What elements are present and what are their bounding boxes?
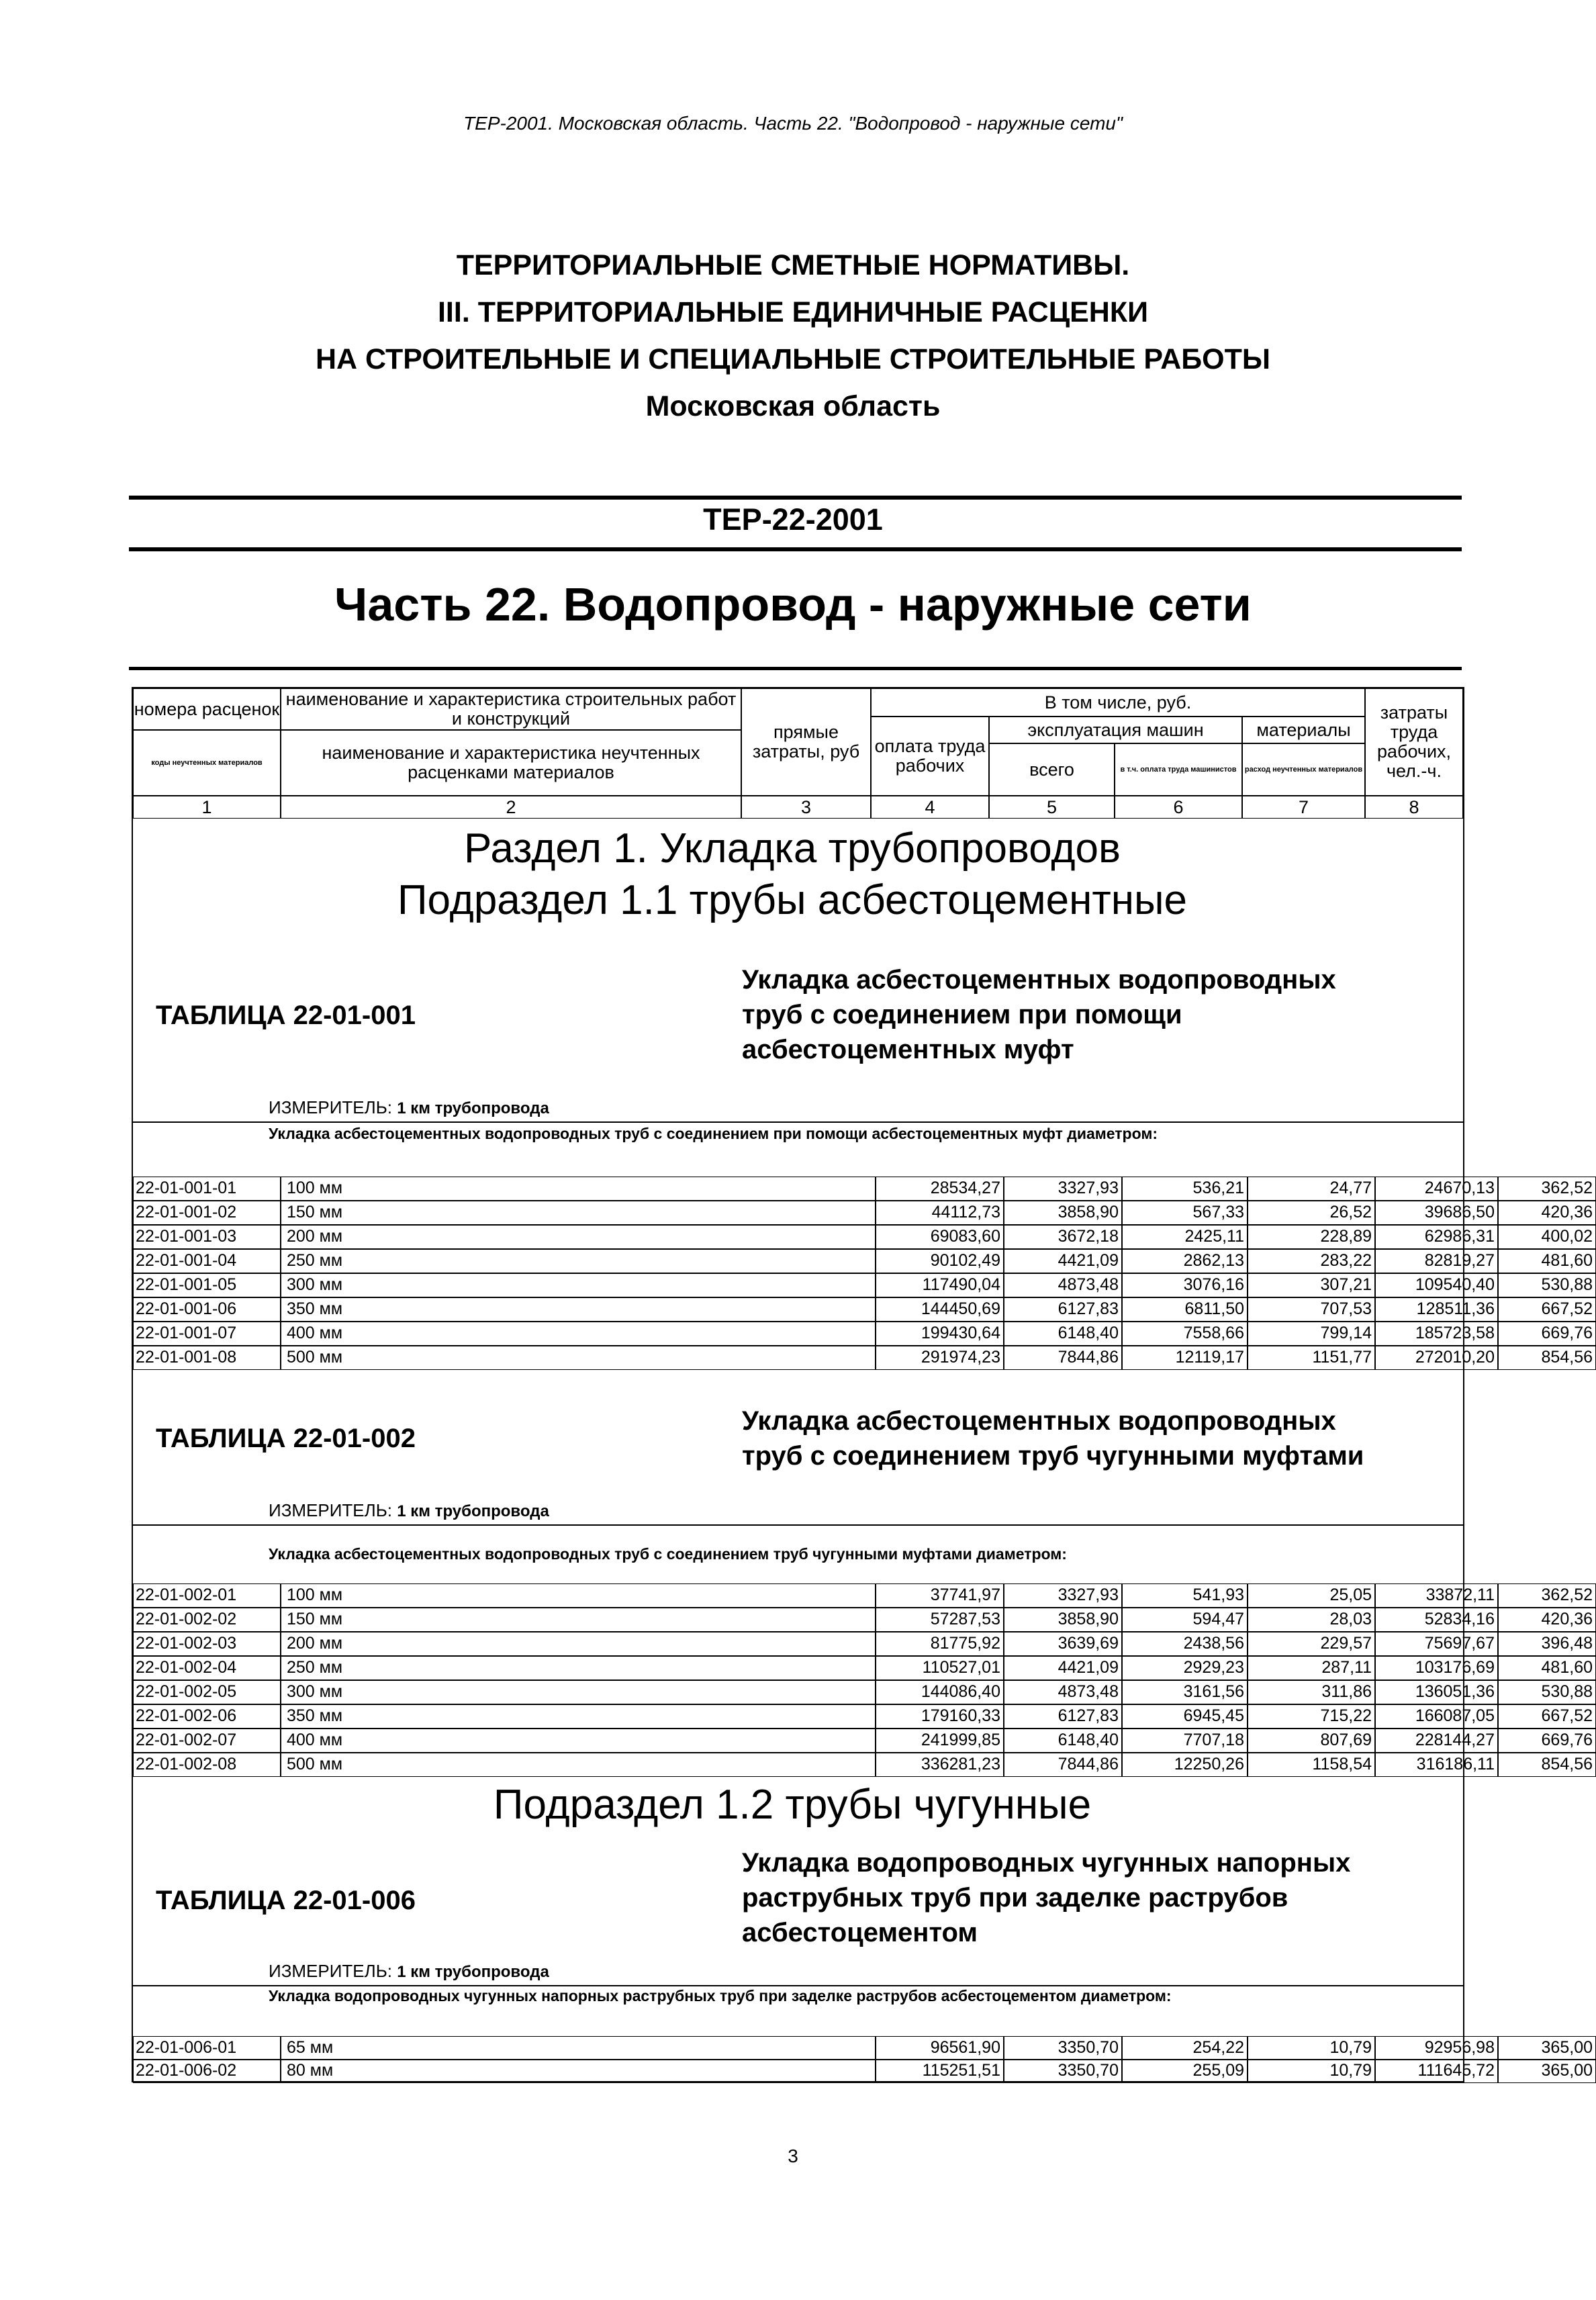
divider — [133, 1121, 1463, 1123]
labor-hours: 854,56 — [1498, 1753, 1596, 1777]
materials-cost: 128511,36 — [1375, 1297, 1498, 1322]
materials-cost: 39686,50 — [1375, 1201, 1498, 1225]
direct-cost: 37741,97 — [876, 1583, 1004, 1608]
direct-cost: 110527,01 — [876, 1656, 1004, 1680]
labor-pay: 3327,93 — [1004, 1177, 1122, 1201]
labor-hours: 530,88 — [1498, 1273, 1596, 1297]
page-number: 3 — [788, 2146, 798, 2166]
title-line-2: III. ТЕРРИТОРИАЛЬНЫЕ ЕДИНИЧНЫЕ РАСЦЕНКИ — [437, 296, 1148, 328]
machinist-pay: 287,11 — [1248, 1656, 1375, 1680]
machinist-pay: 311,86 — [1248, 1680, 1375, 1704]
table-title — [742, 1404, 1364, 1473]
labor-pay: 3327,93 — [1004, 1583, 1122, 1608]
direct-cost: 199430,64 — [876, 1322, 1004, 1346]
rate-code: 22-01-002-01 — [133, 1583, 281, 1608]
subsection-heading: Подраздел 1.1 трубы асбестоцементные — [397, 877, 1188, 923]
table-label: ТАБЛИЦА 22-01-001 — [156, 1001, 416, 1030]
rate-code: 22-01-002-06 — [133, 1704, 281, 1729]
direct-cost: 115251,51 — [876, 2059, 1004, 2083]
materials-cost: 185723,58 — [1375, 1322, 1498, 1346]
table-title-line: Укладка асбестоцементных водопроводных — [742, 1406, 1336, 1436]
rate-name: 400 мм — [281, 1322, 876, 1346]
machines-total: 3161,56 — [1122, 1680, 1248, 1704]
group-title: Укладка асбестоцементных водопроводных труб с соединением труб чугунными муфтами диаметром: — [269, 1545, 1067, 1563]
machines-total: 6945,45 — [1122, 1704, 1248, 1729]
direct-cost: 90102,49 — [876, 1249, 1004, 1273]
machines-total: 2862,13 — [1122, 1249, 1248, 1273]
part-title: Часть 22. Водопровод - наружные сети — [334, 578, 1252, 631]
direct-cost: 57287,53 — [876, 1608, 1004, 1632]
materials-cost: 92956,98 — [1375, 2036, 1498, 2060]
labor-hours: 669,76 — [1498, 1322, 1596, 1346]
labor-pay: 3858,90 — [1004, 1201, 1122, 1225]
rate-name: 80 мм — [281, 2059, 876, 2083]
direct-cost: 44112,73 — [876, 1201, 1004, 1225]
machinist-pay: 799,14 — [1248, 1322, 1375, 1346]
machines-total: 567,33 — [1122, 1201, 1248, 1225]
column-number: 8 — [1365, 796, 1463, 819]
machinist-pay: 24,77 — [1248, 1177, 1375, 1201]
direct-cost: 179160,33 — [876, 1704, 1004, 1729]
labor-hours: 854,56 — [1498, 1346, 1596, 1370]
measure-unit — [269, 1500, 549, 1521]
measure-value: 1 км трубопровода — [397, 1502, 549, 1520]
divider — [129, 496, 1462, 500]
direct-cost: 144450,69 — [876, 1297, 1004, 1322]
labor-hours: 481,60 — [1498, 1656, 1596, 1680]
rate-name: 250 мм — [281, 1249, 876, 1273]
header-col1-top: номера расценок — [133, 688, 281, 730]
labor-pay: 3858,90 — [1004, 1608, 1122, 1632]
column-number: 7 — [1242, 796, 1365, 819]
materials-cost: 33872,11 — [1375, 1583, 1498, 1608]
table-title — [742, 962, 1336, 1067]
machines-total: 2425,11 — [1122, 1225, 1248, 1249]
rate-code: 22-01-001-03 — [133, 1225, 281, 1249]
table-label: ТАБЛИЦА 22-01-002 — [156, 1424, 416, 1453]
rate-code: 22-01-001-04 — [133, 1249, 281, 1273]
rate-name: 65 мм — [281, 2036, 876, 2060]
machines-total: 12119,17 — [1122, 1346, 1248, 1370]
rate-name: 400 мм — [281, 1729, 876, 1753]
header-col1-bottom: коды неучтенных материалов — [133, 730, 281, 796]
header-col2-top: наименование и характеристика строительных работ и конструкций — [281, 688, 741, 730]
direct-cost: 69083,60 — [876, 1225, 1004, 1249]
labor-hours: 396,48 — [1498, 1632, 1596, 1656]
direct-cost: 28534,27 — [876, 1177, 1004, 1201]
direct-cost: 241999,85 — [876, 1729, 1004, 1753]
rate-name: 350 мм — [281, 1704, 876, 1729]
labor-hours: 669,76 — [1498, 1729, 1596, 1753]
rate-name: 100 мм — [281, 1177, 876, 1201]
labor-hours: 420,36 — [1498, 1608, 1596, 1632]
materials-cost: 166087,05 — [1375, 1704, 1498, 1729]
labor-pay: 3672,18 — [1004, 1225, 1122, 1249]
header-machines: эксплуатация машин — [989, 717, 1242, 743]
document-title — [0, 242, 1586, 430]
machinist-pay: 10,79 — [1248, 2036, 1375, 2060]
header-col7: расход неучтенных материалов — [1242, 743, 1365, 796]
machines-total: 255,09 — [1122, 2059, 1248, 2083]
measure-label: ИЗМЕРИТЕЛЬ: — [269, 1500, 392, 1520]
measure-value: 1 км трубопровода — [397, 1099, 549, 1117]
rate-name: 500 мм — [281, 1346, 876, 1370]
labor-pay: 6127,83 — [1004, 1704, 1122, 1729]
labor-hours: 365,00 — [1498, 2036, 1596, 2060]
rate-code: 22-01-006-02 — [133, 2059, 281, 2083]
labor-hours: 667,52 — [1498, 1704, 1596, 1729]
labor-pay: 4421,09 — [1004, 1249, 1122, 1273]
title-line-1: ТЕРРИТОРИАЛЬНЫЕ СМЕТНЫЕ НОРМАТИВЫ. — [456, 249, 1130, 281]
machines-total: 6811,50 — [1122, 1297, 1248, 1322]
materials-cost: 109540,40 — [1375, 1273, 1498, 1297]
group-title: Укладка асбестоцементных водопроводных труб с соединением при помощи асбестоцементных муфт диаметром: — [269, 1125, 1158, 1142]
column-number: 1 — [133, 796, 281, 819]
materials-cost: 228144,27 — [1375, 1729, 1498, 1753]
labor-pay: 4873,48 — [1004, 1680, 1122, 1704]
rate-name: 250 мм — [281, 1656, 876, 1680]
materials-cost: 75697,67 — [1375, 1632, 1498, 1656]
rate-code: 22-01-001-05 — [133, 1273, 281, 1297]
rate-name: 100 мм — [281, 1583, 876, 1608]
rate-name: 200 мм — [281, 1632, 876, 1656]
header-materials: материалы — [1242, 717, 1365, 743]
labor-pay: 4873,48 — [1004, 1273, 1122, 1297]
machines-total: 536,21 — [1122, 1177, 1248, 1201]
header-col8: затраты труда рабочих, чел.-ч. — [1365, 688, 1463, 796]
direct-cost: 96561,90 — [876, 2036, 1004, 2060]
machines-total: 7558,66 — [1122, 1322, 1248, 1346]
materials-cost: 103176,69 — [1375, 1656, 1498, 1680]
machinist-pay: 26,52 — [1248, 1201, 1375, 1225]
labor-hours: 400,02 — [1498, 1225, 1596, 1249]
section-heading: Раздел 1. Укладка трубопроводов — [464, 825, 1121, 872]
rate-code: 22-01-002-05 — [133, 1680, 281, 1704]
materials-cost: 111645,72 — [1375, 2059, 1498, 2083]
rate-name: 150 мм — [281, 1201, 876, 1225]
direct-cost: 291974,23 — [876, 1346, 1004, 1370]
table-title-line: Укладка водопроводных чугунных напорных — [742, 1848, 1351, 1878]
column-number: 3 — [741, 796, 871, 819]
machines-total: 12250,26 — [1122, 1753, 1248, 1777]
labor-hours: 362,52 — [1498, 1177, 1596, 1201]
materials-cost: 52834,16 — [1375, 1608, 1498, 1632]
rate-name: 350 мм — [281, 1297, 876, 1322]
labor-hours: 667,52 — [1498, 1297, 1596, 1322]
measure-label: ИЗМЕРИТЕЛЬ: — [269, 1097, 392, 1117]
labor-hours: 365,00 — [1498, 2059, 1596, 2083]
column-number: 5 — [989, 796, 1115, 819]
labor-pay: 4421,09 — [1004, 1656, 1122, 1680]
materials-cost: 316186,11 — [1375, 1753, 1498, 1777]
labor-hours: 481,60 — [1498, 1249, 1596, 1273]
labor-pay: 3639,69 — [1004, 1632, 1122, 1656]
rate-code: 22-01-001-08 — [133, 1346, 281, 1370]
machines-total: 3076,16 — [1122, 1273, 1248, 1297]
rate-code: 22-01-002-04 — [133, 1656, 281, 1680]
table-title-line: асбестоцементом — [742, 1918, 978, 1947]
machinist-pay: 229,57 — [1248, 1632, 1375, 1656]
labor-hours: 362,52 — [1498, 1583, 1596, 1608]
table-label: ТАБЛИЦА 22-01-006 — [156, 1886, 416, 1915]
header-col6: в т.ч. оплата труда машинистов — [1115, 743, 1242, 796]
rate-code: 22-01-002-08 — [133, 1753, 281, 1777]
rate-name: 150 мм — [281, 1608, 876, 1632]
title-line-3: НА СТРОИТЕЛЬНЫЕ И СПЕЦИАЛЬНЫЕ СТРОИТЕЛЬНЫЕ РАБОТЫ — [315, 343, 1270, 375]
machinist-pay: 1151,77 — [1248, 1346, 1375, 1370]
table-title — [742, 1845, 1350, 1950]
rate-code: 22-01-002-07 — [133, 1729, 281, 1753]
subsection-heading: Подраздел 1.2 трубы чугунные — [493, 1782, 1092, 1828]
machines-total: 2438,56 — [1122, 1632, 1248, 1656]
rate-code: 22-01-001-06 — [133, 1297, 281, 1322]
labor-pay: 3350,70 — [1004, 2059, 1122, 2083]
machines-total: 7707,18 — [1122, 1729, 1248, 1753]
rate-name: 500 мм — [281, 1753, 876, 1777]
labor-hours: 420,36 — [1498, 1201, 1596, 1225]
rate-code: 22-01-006-01 — [133, 2036, 281, 2060]
labor-pay: 6148,40 — [1004, 1729, 1122, 1753]
rate-name: 300 мм — [281, 1680, 876, 1704]
direct-cost: 144086,40 — [876, 1680, 1004, 1704]
labor-hours: 530,88 — [1498, 1680, 1596, 1704]
materials-cost: 62986,31 — [1375, 1225, 1498, 1249]
measure-value: 1 км трубопровода — [397, 1963, 549, 1981]
table-title-line: Укладка асбестоцементных водопроводных — [742, 965, 1336, 995]
divider — [133, 1524, 1463, 1526]
divider — [129, 547, 1462, 551]
measure-unit — [269, 1961, 549, 1982]
labor-pay: 3350,70 — [1004, 2036, 1122, 2060]
machinist-pay: 1158,54 — [1248, 1753, 1375, 1777]
header-col3: прямые затраты, руб — [741, 688, 871, 796]
header-col4: оплата труда рабочих — [871, 717, 989, 796]
machinist-pay: 807,69 — [1248, 1729, 1375, 1753]
machinist-pay: 283,22 — [1248, 1249, 1375, 1273]
materials-cost: 82819,27 — [1375, 1249, 1498, 1273]
direct-cost: 81775,92 — [876, 1632, 1004, 1656]
rate-code: 22-01-001-07 — [133, 1322, 281, 1346]
machinist-pay: 28,03 — [1248, 1608, 1375, 1632]
rate-code: 22-01-002-02 — [133, 1608, 281, 1632]
column-number: 6 — [1115, 796, 1242, 819]
labor-pay: 6127,83 — [1004, 1297, 1122, 1322]
table-title-line: труб с соединением при помощи — [742, 1000, 1182, 1029]
header-col5: всего — [989, 743, 1115, 796]
group-title: Укладка водопроводных чугунных напорных раструбных труб при заделке раструбов асбестоцементом диаметром: — [269, 1987, 1172, 2005]
labor-pay: 7844,86 — [1004, 1346, 1122, 1370]
rate-name: 300 мм — [281, 1273, 876, 1297]
table-title-line: раструбных труб при заделке раструбов — [742, 1883, 1288, 1913]
measure-unit — [269, 1097, 549, 1118]
document-code: ТЕР-22-2001 — [703, 502, 883, 537]
machines-total: 2929,23 — [1122, 1656, 1248, 1680]
running-header: ТЕР-2001. Московская область. Часть 22. "Водопровод - наружные сети" — [463, 113, 1123, 134]
rate-code: 22-01-001-01 — [133, 1177, 281, 1201]
direct-cost: 117490,04 — [876, 1273, 1004, 1297]
column-number: 4 — [871, 796, 989, 819]
materials-cost: 24670,13 — [1375, 1177, 1498, 1201]
materials-cost: 272010,20 — [1375, 1346, 1498, 1370]
machines-total: 594,47 — [1122, 1608, 1248, 1632]
machines-total: 254,22 — [1122, 2036, 1248, 2060]
machines-total: 541,93 — [1122, 1583, 1248, 1608]
measure-label: ИЗМЕРИТЕЛЬ: — [269, 1961, 392, 1981]
rate-code: 22-01-002-03 — [133, 1632, 281, 1656]
divider — [129, 667, 1462, 670]
machinist-pay: 707,53 — [1248, 1297, 1375, 1322]
rate-name: 200 мм — [281, 1225, 876, 1249]
header-col2-bottom: наименование и характеристика неучтенных расценками материалов — [281, 730, 741, 796]
header-included: В том числе, руб. — [871, 688, 1365, 717]
machinist-pay: 715,22 — [1248, 1704, 1375, 1729]
direct-cost: 336281,23 — [876, 1753, 1004, 1777]
column-number: 2 — [281, 796, 741, 819]
title-line-4: Московская область — [645, 390, 941, 422]
machinist-pay: 25,05 — [1248, 1583, 1375, 1608]
rate-code: 22-01-001-02 — [133, 1201, 281, 1225]
machinist-pay: 307,21 — [1248, 1273, 1375, 1297]
table-title-line: труб с соединением труб чугунными муфтами — [742, 1441, 1364, 1471]
machinist-pay: 228,89 — [1248, 1225, 1375, 1249]
labor-pay: 7844,86 — [1004, 1753, 1122, 1777]
table-title-line: асбестоцементных муфт — [742, 1035, 1074, 1064]
labor-pay: 6148,40 — [1004, 1322, 1122, 1346]
machinist-pay: 10,79 — [1248, 2059, 1375, 2083]
materials-cost: 136051,36 — [1375, 1680, 1498, 1704]
